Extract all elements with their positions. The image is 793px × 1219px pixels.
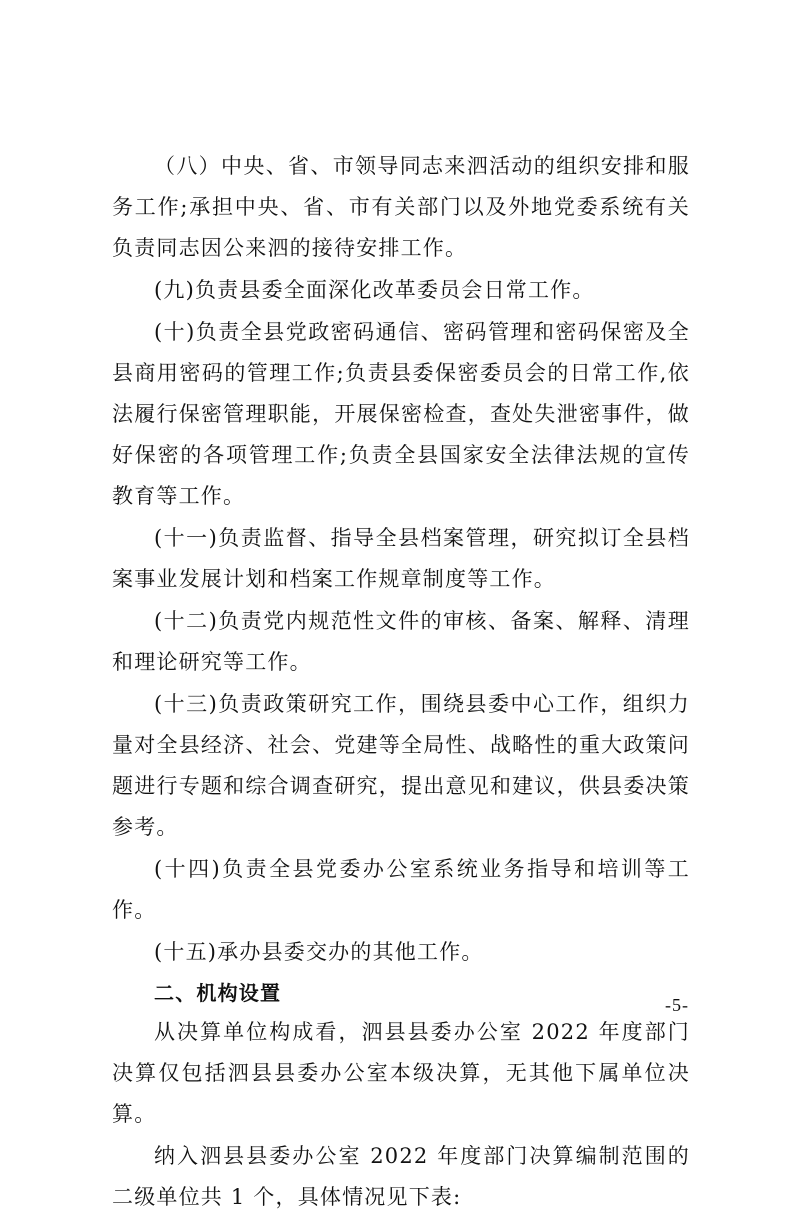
page-number: -5- — [665, 995, 689, 1015]
page-body — [112, 146, 690, 1219]
duty-item-8: （八）中央、省、市领导同志来泗活动的组织安排和服务工作;承担中央、省、市有关部门以及外地党委系统有关负责同志因公来泗的接待安排工作。 — [112, 154, 690, 260]
duty-item-10: (十)负责全县党政密码通信、密码管理和密码保密及全县商用密码的管理工作;负责县委保密委员会的日常工作,依法履行保密管理职能，开展保密检查，查处失泄密事件，做好保密的各项管理工作;负责全县国家安全法律法规的宣传教育等工作。 — [112, 320, 690, 508]
section-paragraph: 纳入泗县县委办公室 2022 年度部门决算编制范围的二级单位共 1 个，具体情况见下表: — [112, 1144, 690, 1209]
duty-item-15: (十五)承办县委交办的其他工作。 — [154, 940, 484, 964]
duty-item-9: (九)负责县委全面深化改革委员会日常工作。 — [154, 278, 595, 302]
duty-item-11: (十一)负责监督、指导全县档案管理，研究拟订全县档案事业发展计划和档案工作规章制度等工作。 — [112, 526, 690, 591]
duty-item-13: (十三)负责政策研究工作，围绕县委中心工作，组织力量对全县经济、社会、党建等全局性、战略性的重大政策问题进行专题和综合调查研究，提出意见和建议，供县委决策参考。 — [112, 692, 690, 839]
duty-item-12: (十二)负责党内规范性文件的审核、备案、解释、清理和理论研究等工作。 — [112, 609, 690, 674]
section-heading: 二、机构设置 — [154, 981, 282, 1005]
section-paragraph: 从决算单位构成看，泗县县委办公室 2022 年度部门决算仅包括泗县县委办公室本级决算，无其他下属单位决算。 — [112, 1020, 690, 1126]
duty-item-14: (十四)负责全县党委办公室系统业务指导和培训等工作。 — [112, 857, 690, 922]
